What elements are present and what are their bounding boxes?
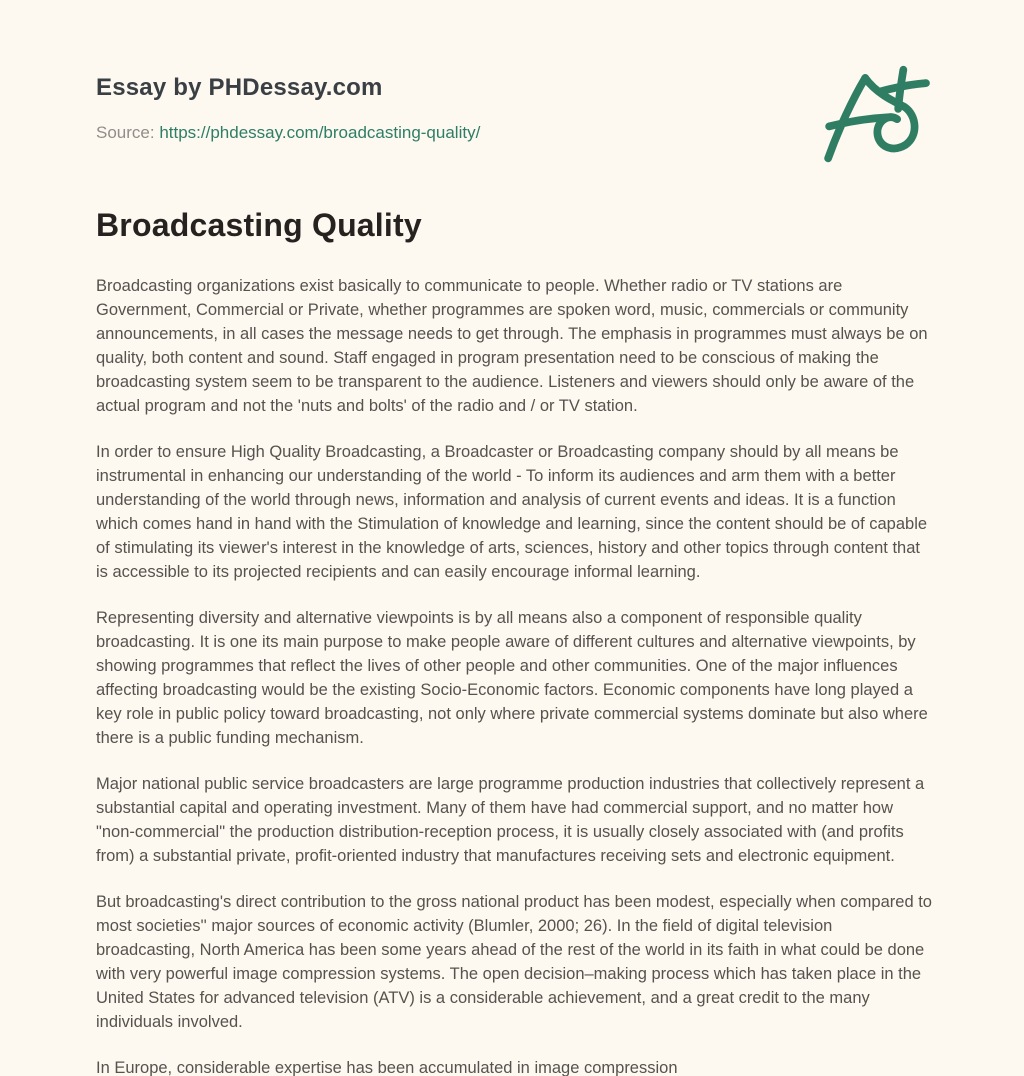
- essay-paragraph: In order to ensure High Quality Broadcasting, a Broadcaster or Broadcasting company should by all means be instrumental in enhancing our understanding of the world - To inform its audiences and arm them with a better understanding of the world through news, information and analysis of current events and ideas. It is a function which comes hand in hand with the Stimulation of knowledge and learning, since the content should be of capable of stimulating its viewer's interest in the knowledge of arts, sciences, history and other topics through content that is accessible to its projected recipients and can easily encourage informal learning.: [96, 443, 928, 581]
- essay-body: [96, 274, 932, 1076]
- source-link[interactable]: https://phdessay.com/broadcasting-quality/: [159, 123, 481, 142]
- essay-paragraph: Representing diversity and alternative viewpoints is by all means also a component of responsible quality broadcasting. It is one its main purpose to make people aware of different cultures and alternative viewpoints, by showing programmes that reflect the lives of other people and other communities. One of the major influences affecting broadcasting would be the existing Socio-Economic factors. Economic components have long played a key role in public policy toward broadcasting, not only where private commercial systems dominate but also where there is a public funding mechanism.: [96, 609, 928, 747]
- essay-paragraph: Major national public service broadcasters are large programme production industries that collectively represent a substantial capital and operating investment. Many of them have had commercial support, and no matter how "non-commercial" the production distribution-reception process, it is usually closely associated with (and profits from) a substantial private, profit-oriented industry that manufactures receiving sets and electronic equipment.: [96, 775, 925, 865]
- source-line: [96, 123, 932, 143]
- essay-title: Broadcasting Quality: [96, 207, 422, 243]
- essay-paragraph: In Europe, considerable expertise has been accumulated in image compression: [96, 1059, 678, 1076]
- essay-paragraph: Broadcasting organizations exist basically to communicate to people. Whether radio or TV stations are Government, Commercial or Private, whether programmes are spoken word, music, commercials or community announcements, in all cases the message needs to get through. The emphasis in programmes must always be on quality, both content and sound. Staff engaged in program presentation need to be conscious of making the broadcasting system seem to be transparent to the audience. Listeners and viewers should only be aware of the actual program and not the 'nuts and bolts' of the radio and / or TV station.: [96, 277, 928, 415]
- page-header-title: Essay by PHDessay.com: [96, 74, 383, 101]
- source-label: Source:: [96, 123, 155, 142]
- essay-paragraph: But broadcasting's direct contribution to the gross national product has been modest, especially when compared to most societies'' major sources of economic activity (Blumler, 2000; 26). In the field of digital television broadcasting, North America has been some years ahead of the rest of the world in its faith in what could be done with very powerful image compression systems. The open decision–making process which has taken place in the United States for advanced television (ATV) is a considerable achievement, and a great credit to the many individuals involved.: [96, 893, 932, 1031]
